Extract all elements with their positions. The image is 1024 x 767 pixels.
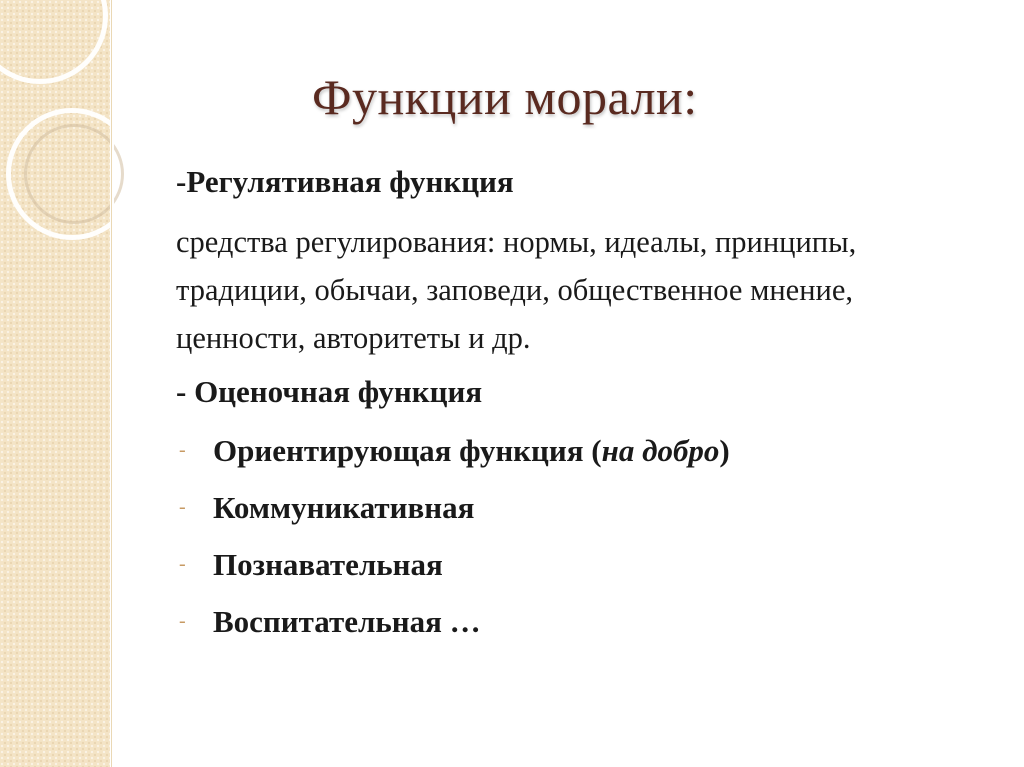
list-item-text: Воспитательная … [213,604,481,639]
dash-bullet-icon: - [179,496,186,518]
decorative-ring-top [0,0,108,84]
list-item-text: Коммуникативная [213,490,475,525]
dash-bullet-icon: - [179,439,186,461]
list-item-suffix: ) [719,433,730,468]
dash-bullet-icon: - [179,610,186,632]
list-item-emphasis: на добро [601,433,720,468]
regulative-function-description: средства регулирования: нормы, идеалы, принципы, традиции, обычаи, заповеди, общественное мнение, ценности, авторитеты и др. [176,225,857,355]
decorative-left-band [0,0,110,767]
list-item [176,593,996,650]
slide-title: Функции морали: [312,69,698,125]
list-item-text: Познавательная [213,547,443,582]
regulative-function-heading: -Регулятивная функция [176,164,514,199]
list-item [176,422,996,479]
band-edge-line [110,0,114,767]
list-item [176,536,996,593]
slide-content [176,160,996,650]
list-item-text: Ориентирующая функция ( [213,433,602,468]
dash-bullet-icon: - [179,553,186,575]
list-item [176,479,996,536]
decorative-ring-inner [24,124,124,224]
functions-list [176,422,996,650]
evaluative-function-heading: - Оценочная функция [176,374,483,409]
